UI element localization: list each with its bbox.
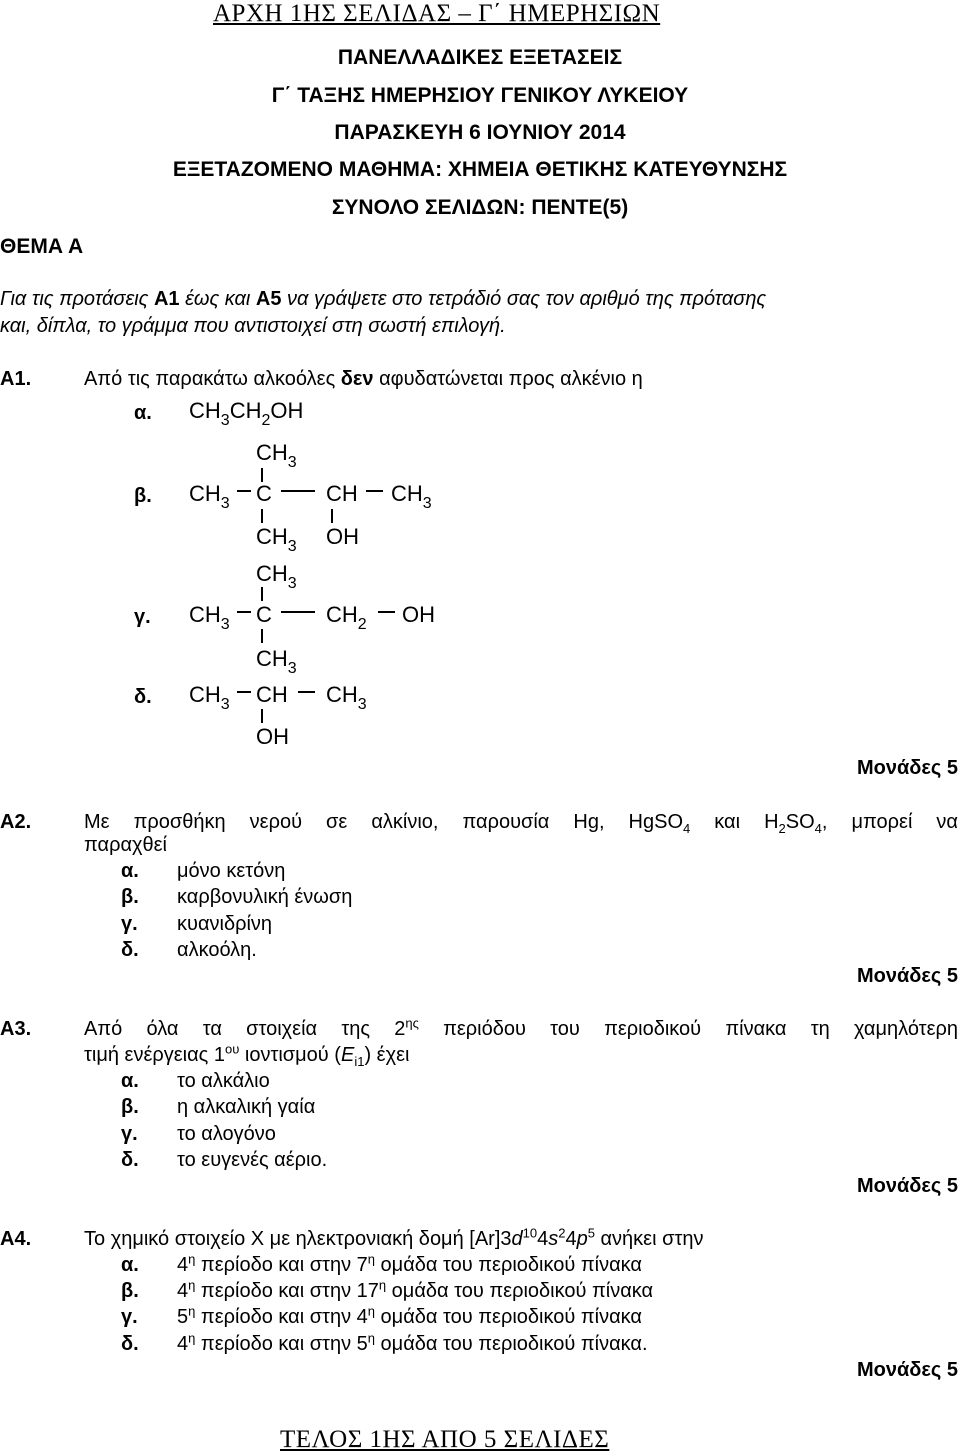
formula-b-ch3-left: $CH_3$: [189, 481, 230, 512]
question-a3-number: Α3.: [0, 1018, 32, 1040]
formula-d-ch3-left: $CH_3$: [189, 682, 230, 713]
option-g-letter: γ.: [134, 606, 151, 628]
bond-line: [281, 490, 315, 492]
option-d-letter: δ.: [134, 686, 152, 708]
formula-b-c: C: [256, 481, 272, 506]
option-a: α. $4^\eta$ περίοδο και στην $7^\eta$ ομάδα του περιοδικού πίνακα: [121, 1251, 642, 1276]
bond-line: [261, 629, 263, 643]
formula-g-top-ch3: $CH_3$: [256, 561, 297, 592]
option-g: γ. κυανιδρίνη: [121, 913, 273, 935]
formula-b-top-ch3: $CH_3$: [256, 440, 297, 471]
bond-line: [281, 611, 315, 613]
option-g: γ. το αλογόνο: [121, 1123, 276, 1145]
marks-a2: Μονάδες 5: [857, 965, 958, 987]
question-a1-number: Α1.: [0, 368, 32, 390]
intro-line-2: και, δίπλα, το γράμμα που αντιστοιχεί στη σωστή επιλογή.: [0, 315, 506, 337]
formula-d-oh: OH: [256, 724, 289, 749]
bond-line: [261, 468, 263, 482]
option-d: δ. $4^\eta$ περίοδο και στην $5^\eta$ ομάδα του περιοδικού πίνακα.: [121, 1330, 648, 1355]
formula-g-ch2: $CH_2$: [326, 602, 367, 633]
option-a: α. μόνο κετόνη: [121, 860, 286, 882]
question-a4-number: Α4.: [0, 1228, 32, 1250]
bond-line: [261, 587, 263, 601]
option-b: β. $4^\eta$ περίοδο και στην $17^\eta$ ομάδα του περιοδικού πίνακα: [121, 1277, 654, 1302]
option-d: δ. το ευγενές αέριο.: [121, 1149, 328, 1171]
intro-line-1: Για τις προτάσεις Α1 έως και Α5 να γράψετε στο τετράδιό σας τον αριθμό της πρότασης: [0, 288, 767, 310]
question-a2-line-2: παραχθεί: [84, 834, 167, 856]
option-a-letter: α.: [134, 402, 152, 424]
class-title: Γ΄ ΤΑΞΗΣ ΗΜΕΡΗΣΙΟΥ ΓΕΝΙΚΟΥ ΛΥΚΕΙΟΥ: [271, 84, 689, 107]
question-a3-line-2: τιμή ενέργειας $1^{o\upsilon}$ ιοντισμού $(E_{i1})$ έχει: [84, 1041, 410, 1069]
formula-b-bottom-ch3: $CH_3$: [256, 524, 297, 555]
bond-line: [237, 611, 251, 613]
bond-line: [261, 509, 263, 523]
exam-title: ΠΑΝΕΛΛΑΔΙΚΕΣ ΕΞΕΤΑΣΕΙΣ: [337, 46, 623, 69]
formula-a: $CH_3CH_2OH$: [189, 398, 304, 429]
bond-line: [331, 509, 333, 523]
bond-line: [261, 709, 263, 723]
question-a3-line-1: Από όλα τα στοιχεία της $2^{\eta\varsigma}$ περιόδου του περιοδικού πίνακα τη χαμηλότερη: [84, 1015, 958, 1040]
question-a2-number: Α2.: [0, 811, 32, 833]
marks-a4: Μονάδες 5: [857, 1359, 958, 1381]
formula-b-oh: OH: [326, 524, 359, 549]
question-a1-stem: Από τις παρακάτω αλκοόλες δεν αφυδατώνεται προς αλκένιο η: [84, 368, 643, 390]
formula-g-bottom-ch3: $CH_3$: [256, 646, 297, 677]
formula-g-ch3-left: $CH_3$: [189, 602, 230, 633]
pages-title: ΣΥΝΟΛΟ ΣΕΛΙΔΩΝ: ΠΕΝΤΕ(5): [331, 196, 629, 219]
bond-line: [237, 490, 251, 492]
marks-a1: Μονάδες 5: [857, 757, 958, 779]
option-g: γ. $5^\eta$ περίοδο και στην $4^\eta$ ομάδα του περιοδικού πίνακα: [121, 1303, 642, 1328]
formula-d-ch3-right: $CH_3$: [326, 682, 367, 713]
bond-line: [298, 691, 315, 693]
question-a4-stem: Το χημικό στοιχείο X με ηλεκτρονιακή δομή $[Ar]3d^{10}4s^24p^5$ ανήκει στην: [84, 1225, 704, 1250]
formula-g-oh: OH: [402, 602, 435, 627]
section-heading: ΘΕΜΑ Α: [0, 235, 84, 258]
page-header: ΑΡΧΗ 1ΗΣ ΣΕΛΙΔΑΣ – Γ΄ ΗΜΕΡΗΣΙΩΝ: [213, 0, 661, 27]
bond-line: [378, 611, 395, 613]
option-b-letter: β.: [134, 485, 152, 507]
formula-d-ch: CH: [256, 682, 288, 707]
formula-b-ch3-right: $CH_3$: [391, 481, 432, 512]
option-b: β. καρβονυλική ένωση: [121, 886, 353, 908]
question-a2-line-1: Με προσθήκη νερού σε αλκίνιο, παρουσία Hg, HgSO$_4$ και $H_2SO_4$, μπορεί να: [84, 811, 958, 836]
option-b: β. η αλκαλική γαία: [121, 1096, 316, 1118]
marks-a3: Μονάδες 5: [857, 1175, 958, 1197]
subject-title: ΕΞΕΤΑΖΟΜΕΝΟ ΜΑΘΗΜΑ: ΧΗΜΕΙΑ ΘΕΤΙΚΗΣ ΚΑΤΕΥΘΥΝΣΗΣ: [172, 158, 788, 181]
bond-line: [366, 490, 383, 492]
formula-g-c: C: [256, 602, 272, 627]
date-title: ΠΑΡΑΣΚΕΥΗ 6 ΙΟΥΝΙΟΥ 2014: [334, 121, 626, 144]
formula-b-ch: CH: [326, 481, 358, 506]
page-footer: ΤΕΛΟΣ 1ΗΣ ΑΠΟ 5 ΣΕΛΙΔΕΣ: [280, 1426, 610, 1453]
option-a: α. το αλκάλιο: [121, 1070, 270, 1092]
bond-line: [237, 691, 251, 693]
option-d: δ. αλκοόλη.: [121, 939, 257, 961]
